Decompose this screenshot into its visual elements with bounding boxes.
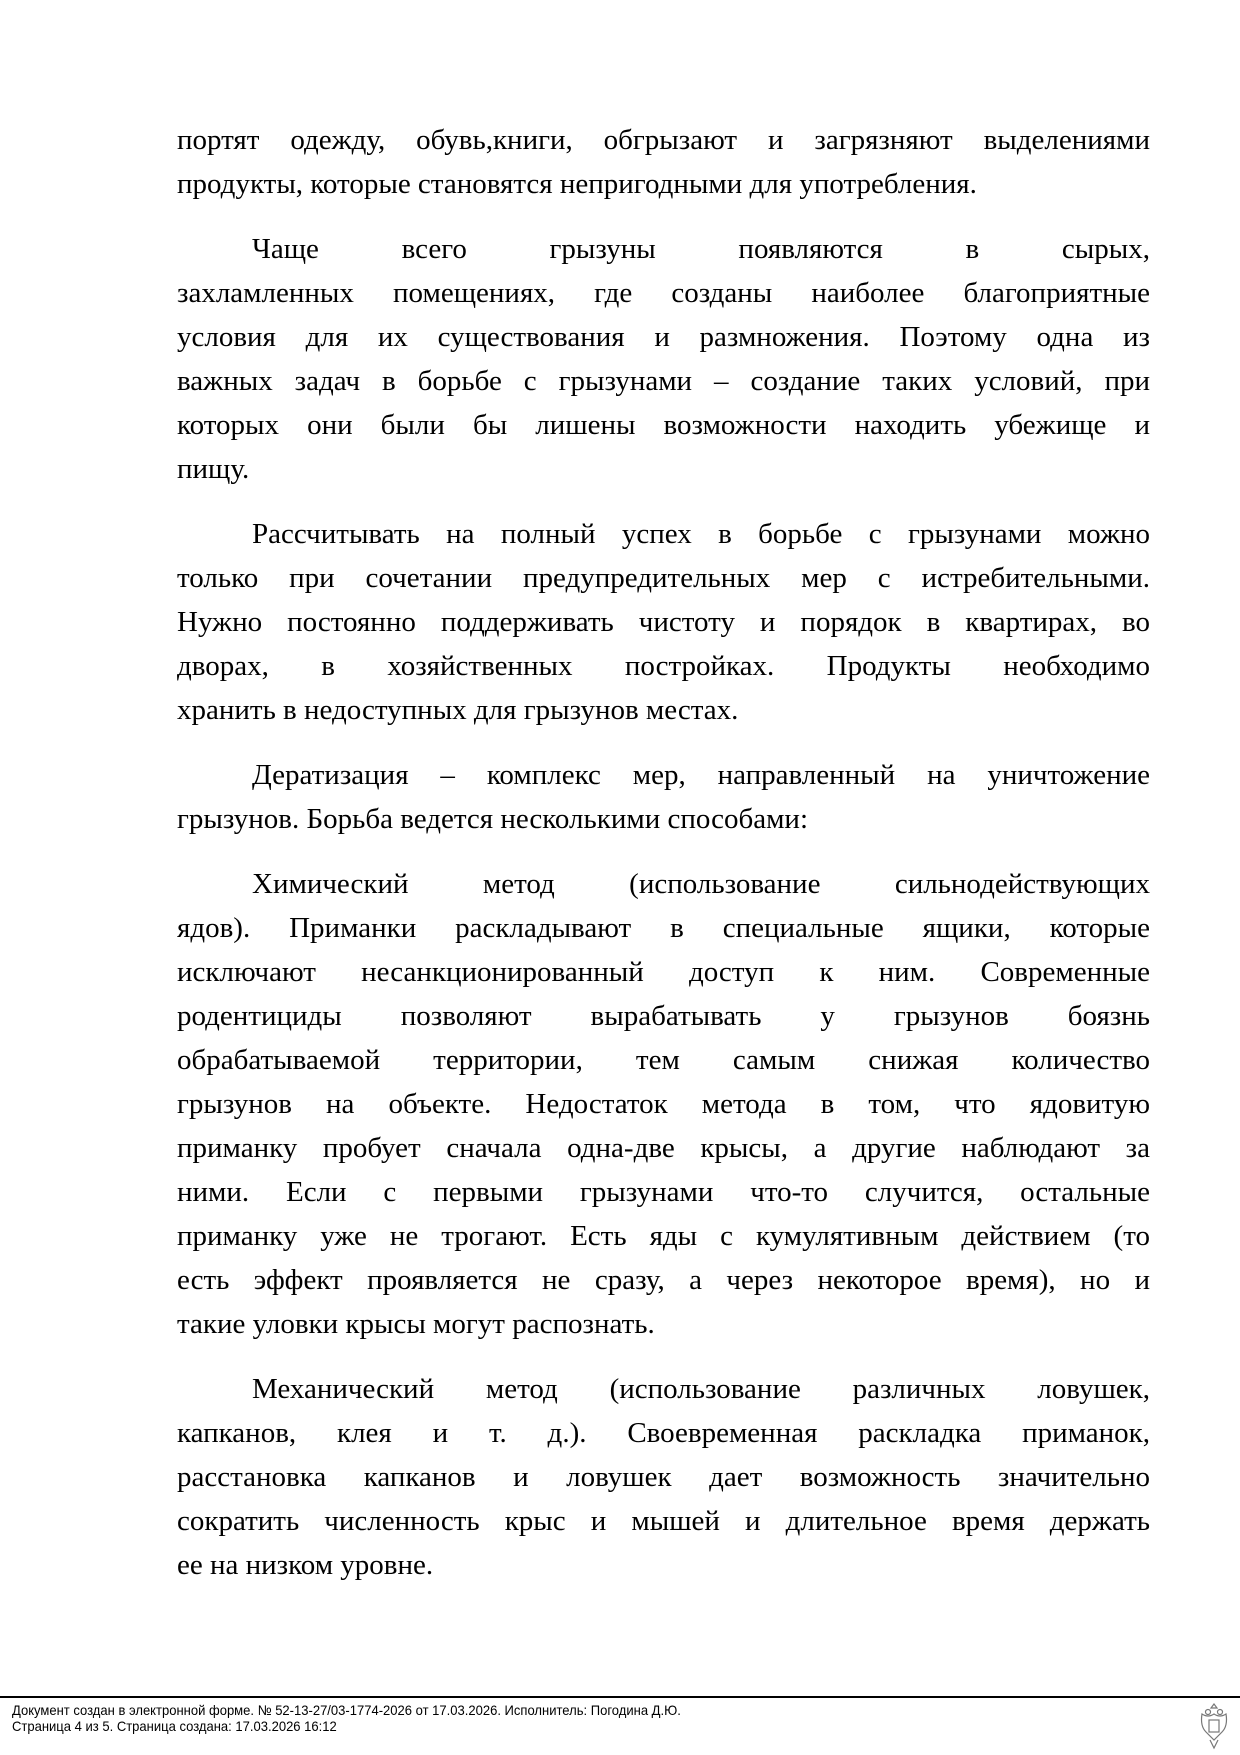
- text-line: условия для их существования и размножения. Поэтому одна из: [177, 321, 1150, 353]
- text-line: пищу.: [177, 453, 250, 485]
- text-line: капканов, клея и т. д.). Своевременная раскладка приманок,: [177, 1417, 1150, 1449]
- text-line: родентициды позволяют вырабатывать у грызунов боязнь: [177, 1000, 1150, 1032]
- text-line: грызунов. Борьба ведется несколькими способами:: [177, 803, 809, 835]
- text-line: Химический метод (использование сильнодействующих: [252, 868, 1150, 900]
- text-line: приманку уже не трогают. Есть яды с кумулятивным действием (то: [177, 1220, 1150, 1252]
- text-line: Рассчитывать на полный успех в борьбе с грызунами можно: [252, 518, 1150, 550]
- text-line: приманку пробует сначала одна-две крысы, а другие наблюдают за: [177, 1132, 1150, 1164]
- text-line: которых они были бы лишены возможности находить убежище и: [177, 409, 1150, 441]
- text-line: ядов). Приманки раскладывают в специальные ящики, которые: [177, 912, 1150, 944]
- text-line: ними. Если с первыми грызунами что-то случится, остальные: [177, 1176, 1150, 1208]
- text-line: Нужно постоянно поддерживать чистоту и порядок в квартирах, во: [177, 606, 1150, 638]
- footer: [12, 1702, 681, 1734]
- footer-divider: [0, 1696, 1240, 1698]
- text-line: хранить в недоступных для грызунов местах.: [177, 694, 739, 726]
- text-line: сократить численность крыс и мышей и длительное время держать: [177, 1505, 1150, 1537]
- text-line: Чаще всего грызуны появляются в сырых,: [252, 233, 1150, 265]
- document-body: [177, 118, 1150, 1608]
- text-line: захламленных помещениях, где созданы наиболее благоприятные: [177, 277, 1150, 309]
- paragraph: [177, 118, 1150, 206]
- paragraph: [177, 862, 1150, 1346]
- text-line: грызунов на объекте. Недостаток метода в том, что ядовитую: [177, 1088, 1150, 1120]
- footer-page-info: Страница 4 из 5. Страница создана: 17.03.2026 16:12: [12, 1718, 337, 1734]
- text-line: портят одежду, обувь,книги, обгрызают и загрязняют выделениями: [177, 124, 1150, 156]
- text-line: ее на низком уровне.: [177, 1549, 434, 1581]
- text-line: обрабатываемой территории, тем самым снижая количество: [177, 1044, 1150, 1076]
- text-line: Механический метод (использование различных ловушек,: [252, 1373, 1150, 1405]
- paragraph: [177, 512, 1150, 732]
- paragraph: [177, 227, 1150, 491]
- text-line: такие уловки крысы могут распознать.: [177, 1308, 655, 1340]
- text-line: расстановка капканов и ловушек дает возможность значительно: [177, 1461, 1150, 1493]
- text-line: Дератизация – комплекс мер, направленный на уничтожение: [252, 759, 1150, 791]
- text-line: продукты, которые становятся непригодными для употребления.: [177, 168, 977, 200]
- paragraph: [177, 753, 1150, 841]
- text-line: важных задач в борьбе с грызунами – создание таких условий, при: [177, 365, 1150, 397]
- text-line: исключают несанкционированный доступ к ним. Современные: [177, 956, 1150, 988]
- coat-of-arms-icon: [1196, 1700, 1232, 1752]
- text-line: только при сочетании предупредительных мер с истребительными.: [177, 562, 1150, 594]
- paragraph: [177, 1367, 1150, 1587]
- text-line: дворах, в хозяйственных постройках. Продукты необходимо: [177, 650, 1150, 682]
- text-line: есть эффект проявляется не сразу, а через некоторое время), но и: [177, 1264, 1150, 1296]
- footer-document-info: Документ создан в электронной форме. № 52-13-27/03-1774-2026 от 17.03.2026. Исполнитель: Погодина Д.Ю.: [12, 1702, 681, 1718]
